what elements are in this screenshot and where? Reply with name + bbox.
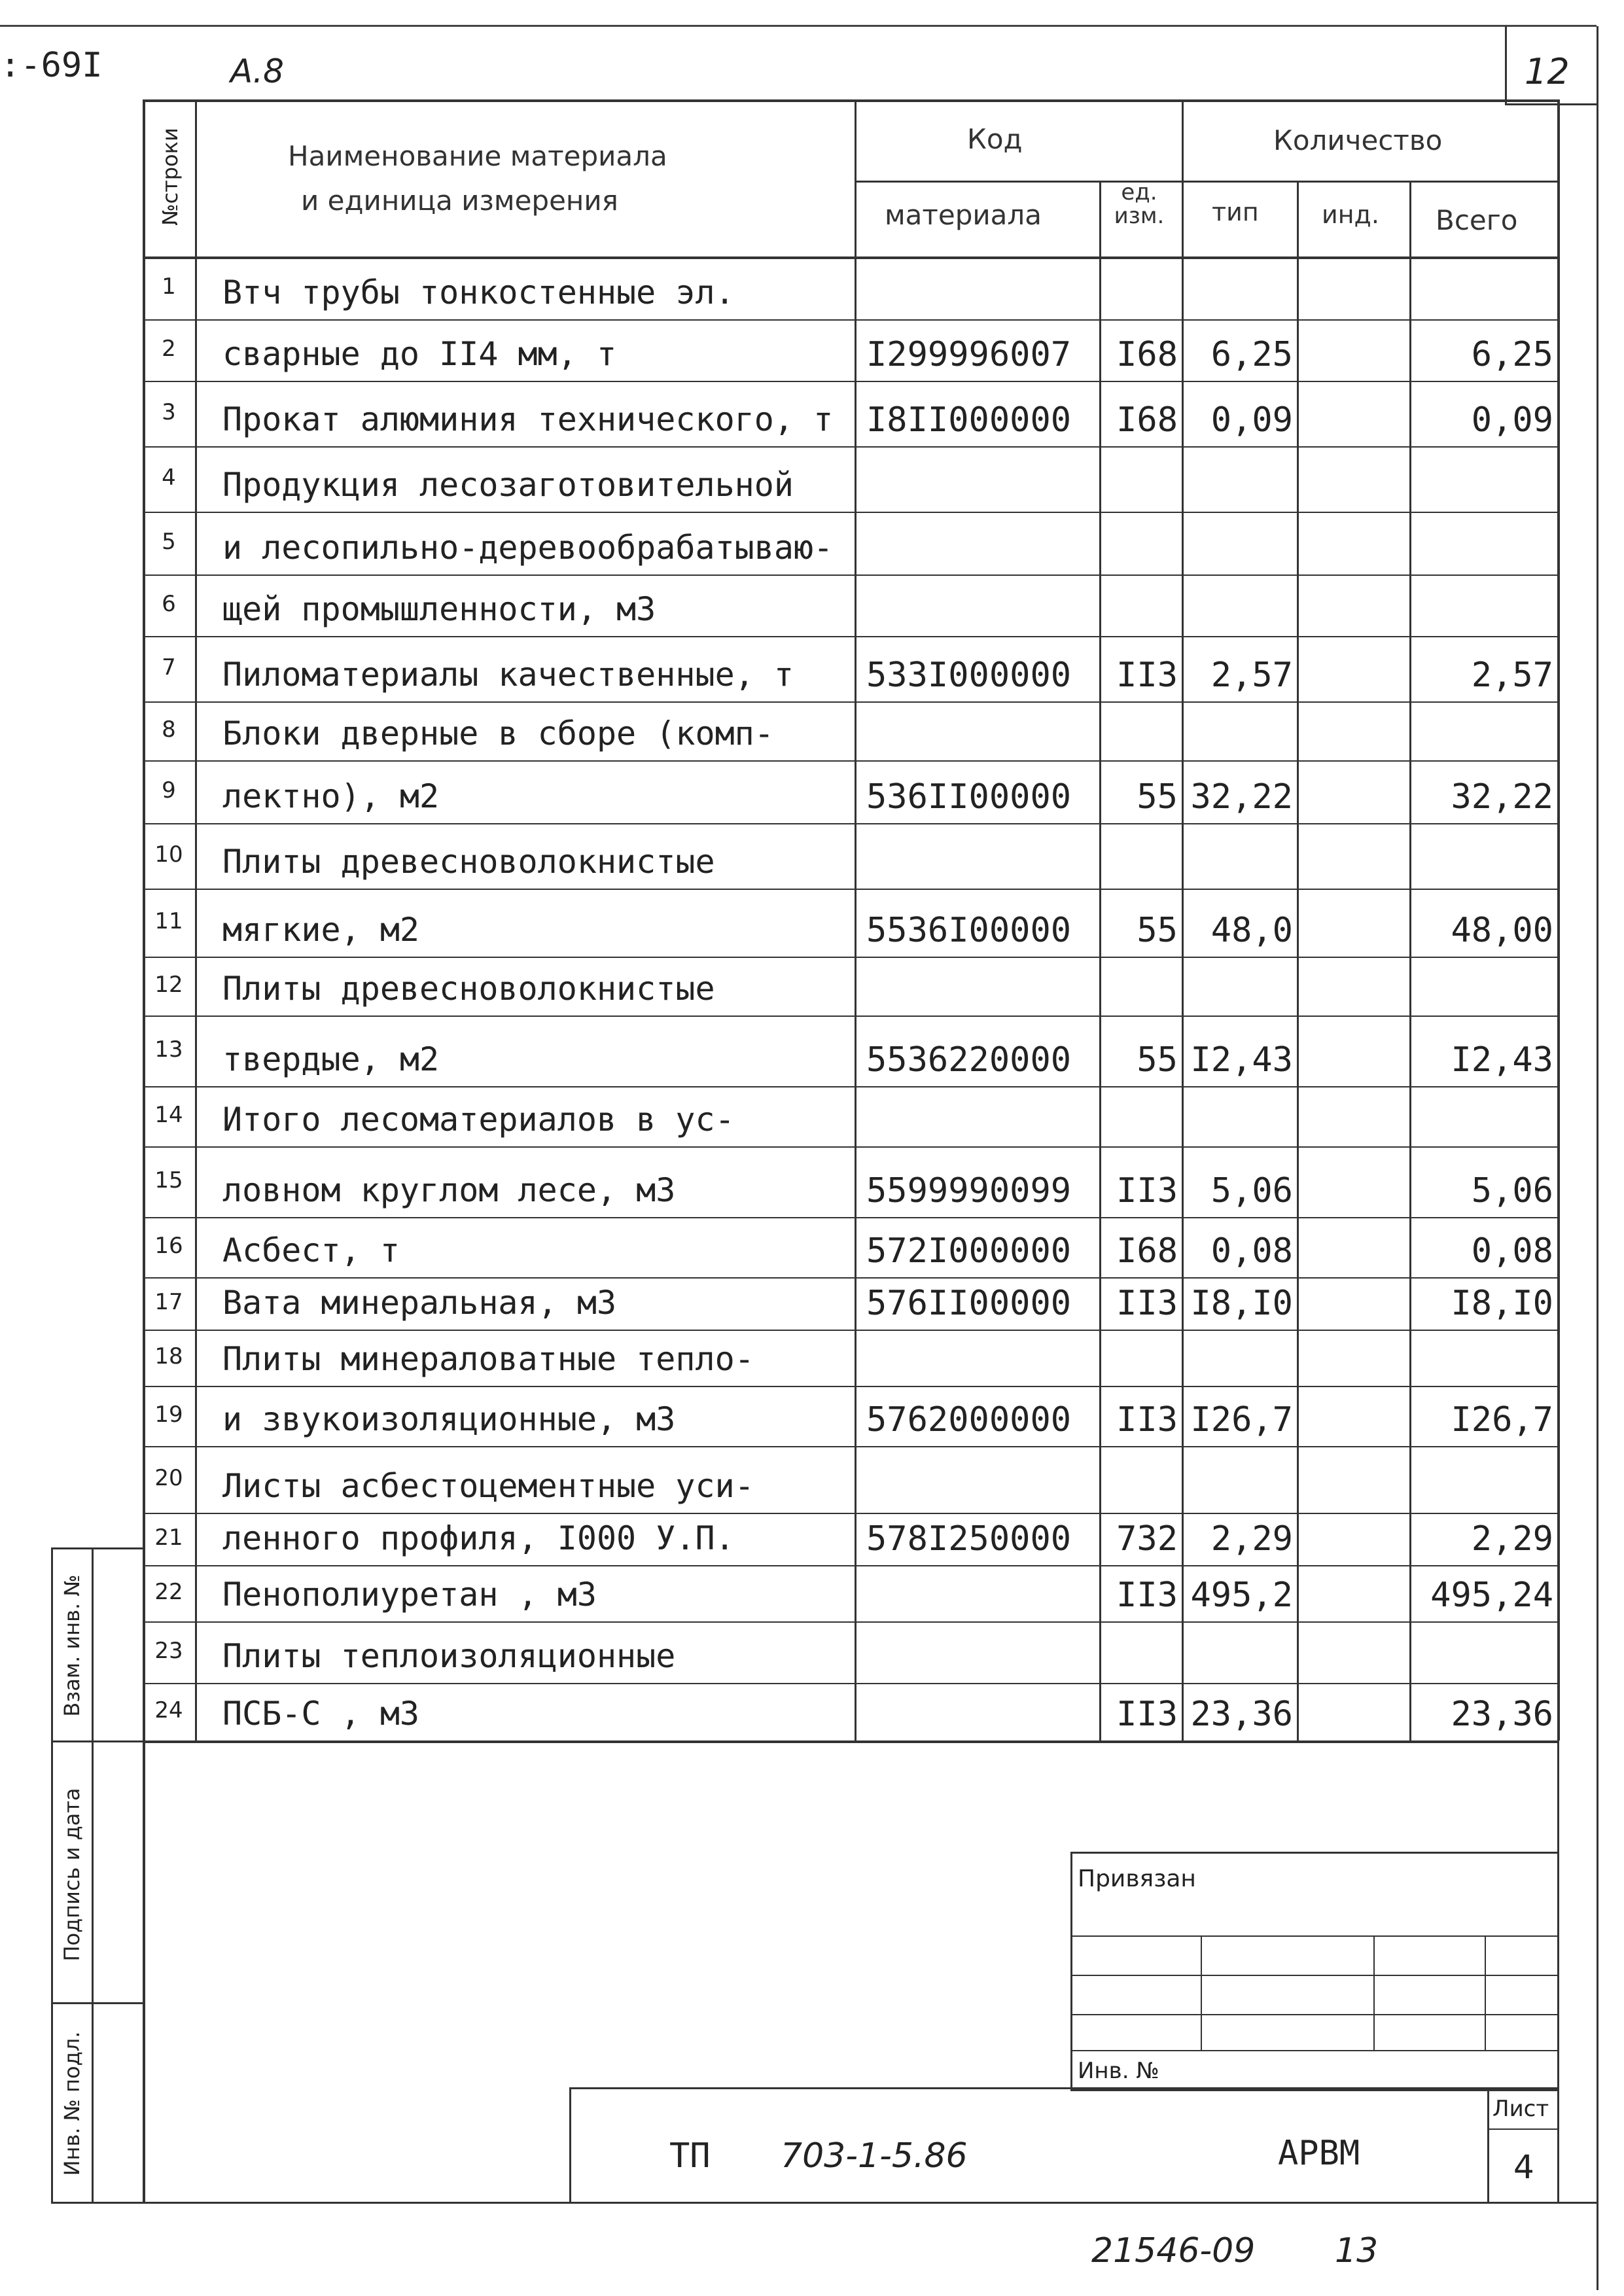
side-stamp-bottom-rule (51, 2202, 143, 2204)
project-code: 703-1-5.86 (781, 2136, 968, 2176)
header-sub-rule (855, 181, 1557, 183)
row-rule (143, 256, 1559, 259)
cell-type: I26,7 (1190, 1400, 1293, 1439)
inv-podl-label: Инв. № подл. (60, 2031, 84, 2176)
row-rule (143, 957, 1559, 958)
col-rule-name (855, 99, 856, 1740)
list-number: 4 (1513, 2148, 1534, 2186)
cell-total: 0,09 (1471, 400, 1553, 440)
row-number: 17 (154, 1289, 183, 1315)
row-rule (143, 446, 1559, 448)
cell-name: Итого лесоматериалов в ус- (222, 1101, 735, 1139)
cell-unit: I68 (1116, 1231, 1178, 1271)
list-label: Лист (1492, 2096, 1549, 2122)
row-number: 11 (154, 908, 183, 934)
cell-code: I299996007 (866, 335, 1072, 374)
cell-unit: 55 (1137, 911, 1178, 950)
code-header: Код (967, 123, 1023, 155)
row-number: 2 (162, 336, 176, 362)
code-material-header: материала (885, 199, 1042, 231)
cell-unit: II3 (1116, 1576, 1178, 1615)
cell-name: Плиты древесноволокнистые (222, 970, 715, 1008)
col-rule-ind (1409, 181, 1411, 1740)
inv-no-label: Инв. № (1078, 2058, 1159, 2084)
row-rule (143, 1621, 1559, 1623)
cell-name: Листы асбестоцементные уси- (222, 1467, 754, 1505)
cell-name: ловном круглом лесе, м3 (222, 1171, 676, 1209)
row-number: 3 (162, 399, 176, 425)
col-rule-rownum (195, 99, 197, 1740)
cell-name: Вата минеральная, м3 (222, 1284, 617, 1322)
row-rule (143, 512, 1559, 513)
cell-code: 5536I00000 (866, 911, 1072, 950)
cell-name: сварные до II4 мм, т (222, 335, 617, 373)
row-rule (143, 1016, 1559, 1017)
row-number: 9 (162, 777, 176, 804)
cell-unit: II3 (1116, 1284, 1178, 1323)
cell-code: 578I250000 (866, 1519, 1072, 1559)
tp-label: ТП (669, 2136, 711, 2176)
privyazan-rule3 (1072, 2014, 1559, 2015)
row-rule (143, 1565, 1559, 1566)
cell-name: ленного профиля, I000 У.П. (222, 1519, 735, 1557)
cell-total: 5,06 (1471, 1171, 1553, 1210)
cell-name: Продукция лесозаготовительной (222, 466, 794, 504)
cell-code: 533I000000 (866, 656, 1072, 695)
row-number: 10 (154, 841, 183, 868)
code-unit-header: ед. изм. (1114, 179, 1165, 229)
vzam-inv-label: Взам. инв. № (60, 1574, 84, 1717)
row-number: 19 (154, 1402, 183, 1428)
privyazan-rule1 (1072, 1935, 1559, 1937)
row-number: 20 (154, 1465, 183, 1491)
cell-total: 2,57 (1471, 656, 1553, 695)
cell-unit: 732 (1116, 1519, 1178, 1559)
cell-type: 495,2 (1190, 1576, 1293, 1615)
cell-type: 6,25 (1210, 335, 1293, 374)
row-rule (143, 1386, 1559, 1387)
privyazan-rule4 (1072, 2050, 1559, 2051)
cell-type: 2,29 (1210, 1519, 1293, 1559)
cell-total: 32,22 (1451, 777, 1553, 817)
cell-name: Плиты минераловатные тепло- (222, 1340, 754, 1378)
cell-name: и лесопильно-деревообрабатываю- (222, 529, 834, 567)
row-rule (143, 760, 1559, 762)
page-top-rule (0, 25, 1597, 27)
cell-name: Плиты теплоизоляционные (222, 1637, 676, 1675)
row-number: 16 (154, 1233, 183, 1259)
row-number: 8 (162, 716, 176, 743)
side-stamp-left-rule (51, 1547, 53, 2202)
name-header-line1: Наименование материала (288, 140, 667, 172)
cell-unit: II3 (1116, 1695, 1178, 1734)
col-rule-type (1297, 181, 1299, 1740)
row-number: 1 (162, 274, 176, 300)
cell-unit: II3 (1116, 1400, 1178, 1439)
row-number-header: №строки (158, 128, 183, 226)
cell-name: Прокат алюминия технического, т (222, 400, 834, 438)
cell-code: 5762000000 (866, 1400, 1072, 1439)
cell-name: Пиломатериалы качественные, т (222, 656, 794, 694)
cell-type: I2,43 (1190, 1040, 1293, 1080)
qty-type-header: тип (1212, 198, 1259, 226)
cell-total: 0,08 (1471, 1231, 1553, 1271)
cell-unit: 55 (1137, 777, 1178, 817)
cell-type: 0,08 (1210, 1231, 1293, 1271)
cell-type: 48,0 (1210, 911, 1293, 950)
row-rule (143, 1086, 1559, 1087)
cell-code: 536II00000 (866, 777, 1072, 817)
table-top-rule (143, 99, 1559, 102)
row-rule (143, 574, 1559, 576)
cell-type: 23,36 (1190, 1695, 1293, 1734)
row-number: 7 (162, 654, 176, 680)
cell-unit: II3 (1116, 656, 1178, 695)
title-block-privyazan-grid (1070, 1852, 1559, 2091)
row-number: 12 (154, 972, 183, 998)
podpis-data-label: Подпись и дата (60, 1788, 84, 1962)
row-number: 6 (162, 591, 176, 617)
quantity-header: Количество (1273, 124, 1443, 156)
privyazan-label: Привязан (1078, 1865, 1196, 1892)
cell-code: 5536220000 (866, 1040, 1072, 1080)
row-number: 22 (154, 1579, 183, 1605)
row-rule (143, 1513, 1559, 1514)
cell-type: 2,57 (1210, 656, 1293, 695)
cell-type: I8,I0 (1190, 1284, 1293, 1323)
cell-unit: 55 (1137, 1040, 1178, 1080)
row-number: 18 (154, 1343, 183, 1369)
cell-type: 5,06 (1210, 1171, 1293, 1210)
row-number: 24 (154, 1697, 183, 1723)
privyazan-rule2 (1072, 1975, 1559, 1976)
row-rule (143, 381, 1559, 382)
cell-total: 6,25 (1471, 335, 1553, 374)
page-right-rule (1597, 26, 1598, 2290)
privyazan-col2 (1373, 1935, 1375, 2050)
side-stamp-div2 (51, 2002, 143, 2004)
cell-name: Пенополиуретан , м3 (222, 1576, 597, 1614)
cell-total: 495,24 (1430, 1576, 1553, 1615)
row-number: 5 (162, 529, 176, 555)
cell-name: Асбест, т (222, 1231, 400, 1269)
cell-total: 23,36 (1451, 1695, 1553, 1734)
cell-name: мягкие, м2 (222, 911, 420, 949)
side-stamp-mid-rule (92, 1547, 94, 2202)
row-number: 23 (154, 1638, 183, 1664)
cell-type: 0,09 (1210, 400, 1293, 440)
cell-name: Блоки дверные в сборе (комп- (222, 715, 774, 752)
row-number: 21 (154, 1525, 183, 1551)
privyazan-col1 (1201, 1935, 1202, 2050)
row-rule (143, 701, 1559, 703)
cell-type: 32,22 (1190, 777, 1293, 817)
row-rule (143, 1146, 1559, 1148)
row-rule (143, 1217, 1559, 1218)
sheet-ref: А.8 (230, 52, 284, 90)
table-right-rule (1557, 99, 1560, 1740)
cell-code: 572I000000 (866, 1231, 1072, 1271)
list-row-rule (1487, 2128, 1559, 2130)
name-header-line2: и единица измерения (301, 185, 618, 217)
archive-page: 13 (1335, 2231, 1379, 2270)
col-rule-unit (1182, 99, 1184, 1740)
privyazan-col3 (1485, 1935, 1486, 2050)
cell-name: Плиты древесноволокнистые (222, 843, 715, 881)
row-number: 13 (154, 1036, 183, 1063)
qty-ind-header: инд. (1322, 200, 1379, 229)
cell-unit: I68 (1116, 400, 1178, 440)
cell-name: Втч трубы тонкостенные эл. (222, 274, 735, 311)
section-code: АРВМ (1278, 2134, 1360, 2173)
cell-unit: II3 (1116, 1171, 1178, 1210)
cell-unit: I68 (1116, 335, 1178, 374)
row-number: 4 (162, 465, 176, 491)
cell-name: ПСБ-С , м3 (222, 1695, 420, 1733)
cell-total: 2,29 (1471, 1519, 1553, 1559)
row-number: 14 (154, 1102, 183, 1128)
cell-code: 576II00000 (866, 1284, 1072, 1323)
cell-name: щей промышленности, м3 (222, 590, 656, 628)
archive-number: 21546-09 (1091, 2231, 1256, 2270)
row-rule (143, 1330, 1559, 1331)
qty-total-header: Всего (1436, 204, 1518, 236)
col-rule-code-unit (1099, 181, 1101, 1740)
row-rule (143, 636, 1559, 637)
cell-name: и звукоизоляционные, м3 (222, 1400, 676, 1438)
cell-name: твердые, м2 (222, 1040, 440, 1078)
cell-total: I26,7 (1451, 1400, 1553, 1439)
row-rule (143, 889, 1559, 890)
cell-total: 48,00 (1451, 911, 1553, 950)
row-rule (143, 1740, 1559, 1743)
cell-code: I8II000000 (866, 400, 1072, 440)
row-rule (143, 1277, 1559, 1279)
cell-total: I8,I0 (1451, 1284, 1553, 1323)
left-code: :-69I (0, 46, 103, 85)
cell-total: I2,43 (1451, 1040, 1553, 1080)
cell-code: 5599990099 (866, 1171, 1072, 1210)
list-col-rule (1487, 2089, 1489, 2204)
row-number: 15 (154, 1167, 183, 1193)
page-number: 12 (1525, 51, 1570, 92)
row-rule (143, 1683, 1559, 1684)
title-block-main (569, 2087, 1559, 2204)
row-rule (143, 823, 1559, 824)
cell-name: лектно), м2 (222, 777, 440, 815)
row-rule (143, 319, 1559, 321)
row-rule (143, 1446, 1559, 1447)
